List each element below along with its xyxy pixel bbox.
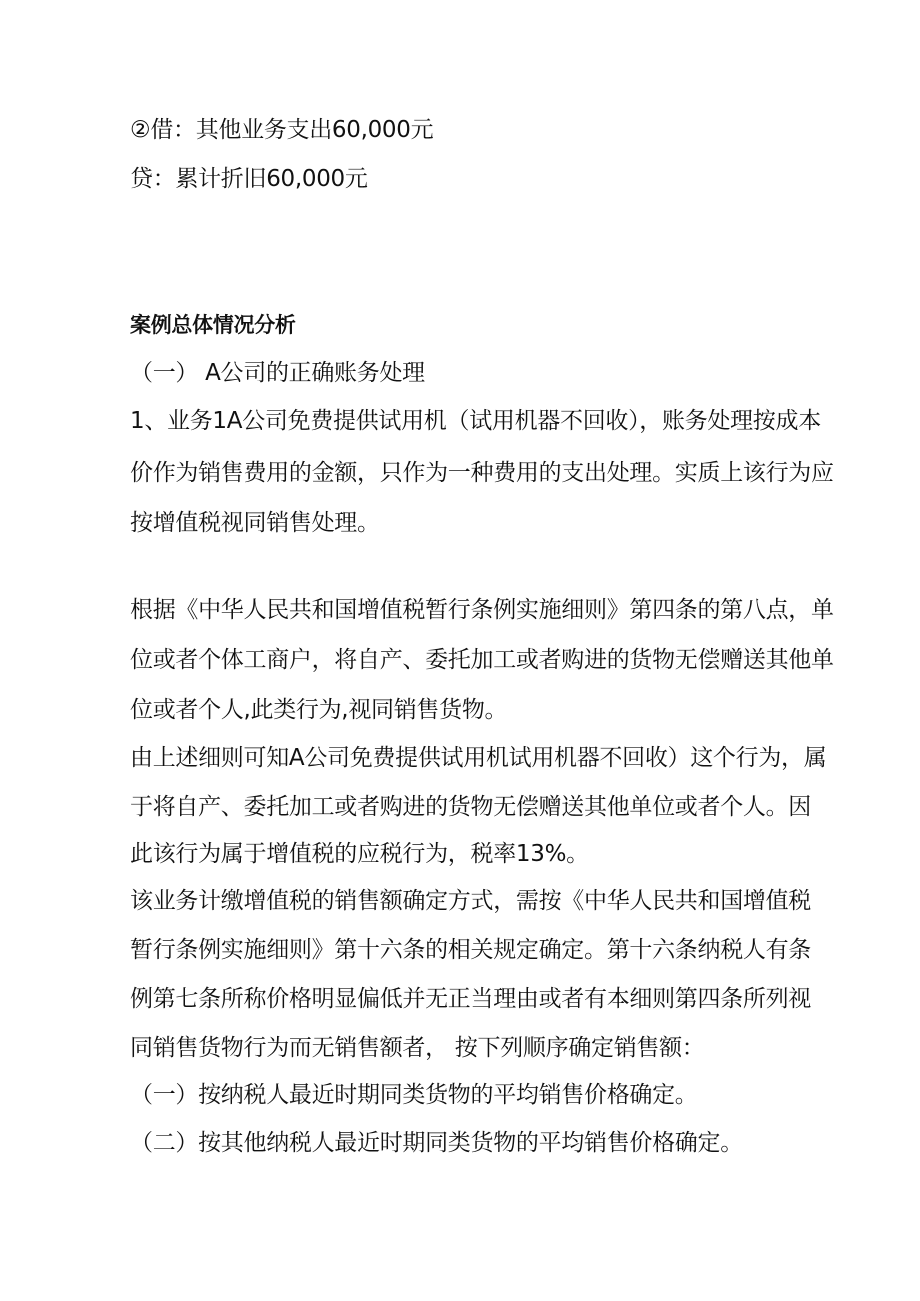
para4-line3: 例第七条所称价格明显偏低并无正当理由或者有本细则第四条所列视 xyxy=(130,986,812,1012)
para2-line1: 根据《中华人民共和国增值税暂行条例实施细则》第四条的第八点，单 xyxy=(130,597,834,623)
section-title: 案例总体情况分析 xyxy=(130,313,296,337)
journal-entry-credit: 贷：累计折旧60,000元 xyxy=(130,166,368,192)
para4-line1: 该业务计缴增值税的销售额确定方式，需按《中华人民共和国增值税 xyxy=(130,888,812,914)
para3-line3: 此该行为属于增值税的应税行为，税率13%。 xyxy=(130,841,589,867)
subsection-title: （一） A公司的正确账务处理 xyxy=(130,360,425,386)
para2-line3: 位或者个人,此类行为,视同销售货物。 xyxy=(130,697,508,723)
para1-line1: 1、业务1A公司免费提供试用机（试用机器不回收），账务处理按成本 xyxy=(130,408,821,434)
para1-line3: 按增值税视同销售处理。 xyxy=(130,510,380,536)
para3-line2: 于将自产、委托加工或者购进的货物无偿赠送其他单位或者个人。因 xyxy=(130,794,812,820)
journal-entry-debit: ②借：其他业务支出60,000元 xyxy=(130,117,434,143)
rule-item-1: （一）按纳税人最近时期同类货物的平均销售价格确定。 xyxy=(130,1082,698,1108)
para4-line4: 同销售货物行为而无销售额者， 按下列顺序确定销售额： xyxy=(130,1035,705,1061)
para4-line2: 暂行条例实施细则》第十六条的相关规定确定。第十六条纳税人有条 xyxy=(130,937,812,963)
rule-item-2: （二）按其他纳税人最近时期同类货物的平均销售价格确定。 xyxy=(130,1130,743,1156)
para2-line2: 位或者个体工商户，将自产、委托加工或者购进的货物无偿赠送其他单 xyxy=(130,647,834,673)
para1-line2: 价作为销售费用的金额，只作为一种费用的支出处理。实质上该行为应 xyxy=(130,460,834,486)
para3-line1: 由上述细则可知A公司免费提供试用机试用机器不回收）这个行为，属 xyxy=(130,745,827,771)
